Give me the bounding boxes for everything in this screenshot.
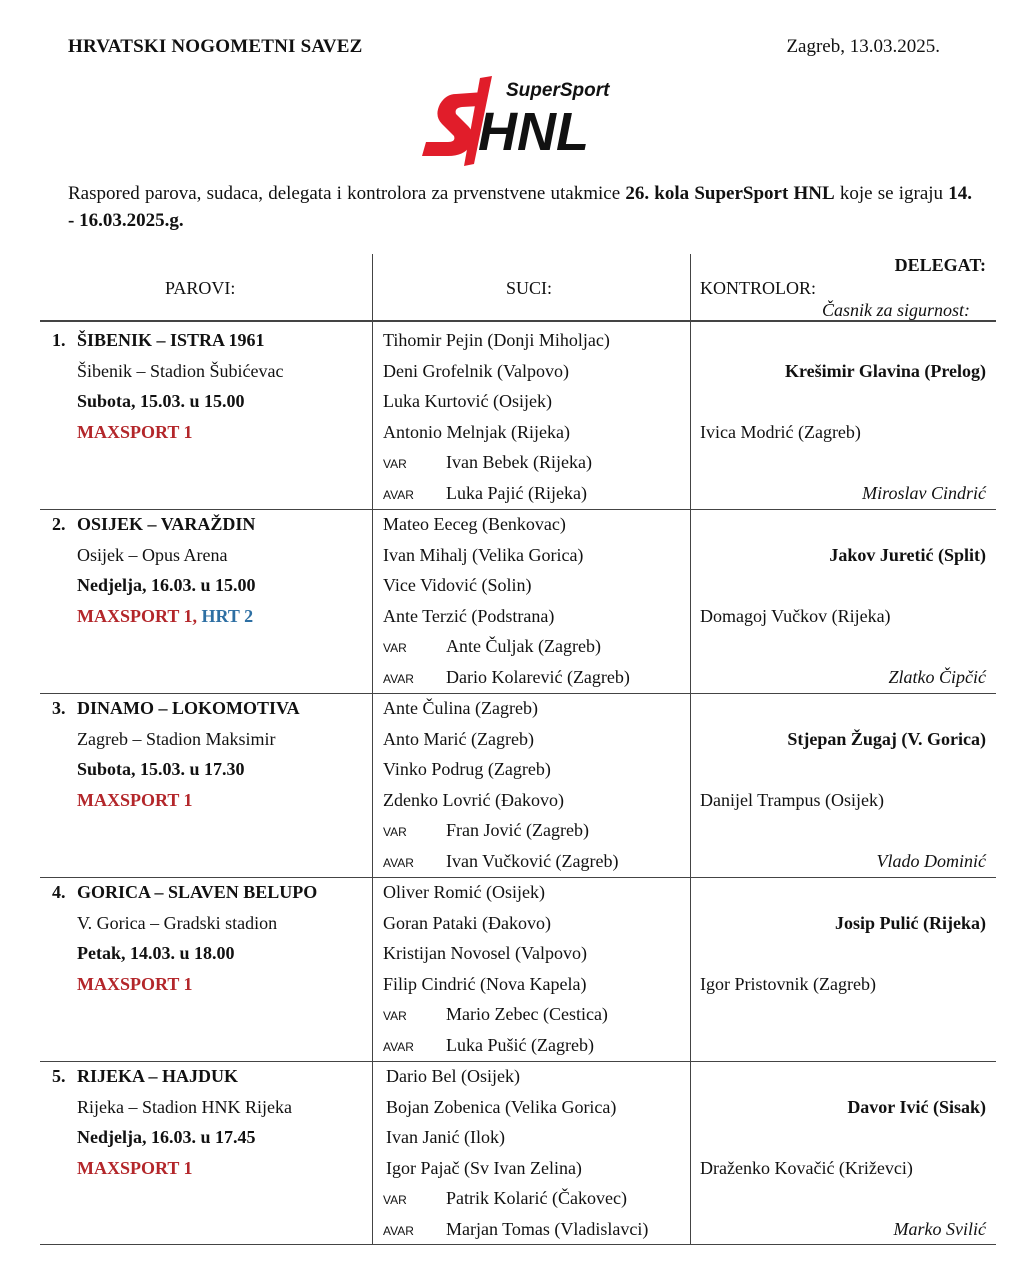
delegate-name: Jakov Juretić (Split) [829,544,986,565]
match-time: Nedjelja, 16.03. u 17.45 [77,1127,256,1148]
match-number: 2. [52,514,66,534]
row-separator [40,509,996,510]
var-tag: VAR [383,641,407,656]
referee-name: Dario Bel (Osijek) [386,1066,520,1086]
match-number: 1. [52,330,66,350]
var-tag: VAR [383,1193,407,1208]
avar-referee: Dario Kolarević (Zagreb) [446,667,630,687]
referee-name: Igor Pajač (Sv Ivan Zelina) [386,1157,582,1178]
var-tag: VAR [383,1009,407,1024]
controller-name: Danijel Trampus (Osijek) [700,789,884,810]
referee-name: Mateo Eeceg (Benkovac) [383,514,566,534]
security-officer: Miroslav Cindrić [862,483,986,503]
match-venue: Šibenik – Stadion Šubićevac [77,360,284,381]
referee-name: Ivan Janić (Ilok) [386,1127,505,1148]
referee-name: Anto Marić (Zagreb) [383,728,534,749]
logo-main-text: HNL [478,102,589,162]
broadcaster-primary: MAXSPORT 1 [77,973,193,994]
column-divider [690,254,691,1244]
match-time: Nedjelja, 16.03. u 15.00 [77,575,256,596]
controller-name: Igor Pristovnik (Zagreb) [700,973,876,994]
match-teams: ŠIBENIK – ISTRA 1961 [77,330,265,350]
controller-name: Draženko Kovačić (Križevci) [700,1157,913,1178]
var-referee: Ante Čuljak (Zagreb) [446,636,601,657]
row-separator [40,1244,996,1245]
column-divider [372,254,373,1244]
referee-name: Vinko Podrug (Zagreb) [383,759,551,780]
security-officer: Zlatko Čipčić [888,667,986,687]
document-date: Zagreb, 13.03.2025. [786,36,940,57]
match-number: 4. [52,882,66,902]
referee-name: Goran Pataki (Đakovo) [383,912,551,933]
avar-tag: AVAR [383,1040,414,1054]
referee-name: Bojan Zobenica (Velika Gorica) [386,1096,617,1117]
delegate-name: Davor Ivić (Sisak) [847,1096,986,1117]
match-teams: RIJEKA – HAJDUK [77,1066,239,1086]
referee-name: Oliver Romić (Osijek) [383,882,545,902]
match-venue: Zagreb – Stadion Maksimir [77,728,276,749]
avar-tag: AVAR [383,856,414,870]
match-broadcast [77,1158,193,1179]
match-teams: GORICA – SLAVEN BELUPO [77,882,318,902]
var-referee: Ivan Bebek (Rijeka) [446,452,592,473]
match-venue: Rijeka – Stadion HNK Rijeka [77,1096,292,1117]
match-number: 3. [52,698,66,718]
row-separator [40,693,996,694]
referee-name: Deni Grofelnik (Valpovo) [383,360,569,381]
match-teams: OSIJEK – VARAŽDIN [77,514,256,534]
referee-name: Ante Čulina (Zagreb) [383,698,538,718]
broadcaster-primary: MAXSPORT 1, [77,605,198,626]
var-tag: VAR [383,457,407,472]
logo-top-text: SuperSport [506,80,610,101]
avar-referee: Ivan Vučković (Zagreb) [446,851,619,871]
delegate-name: Krešimir Glavina (Prelog) [785,360,986,381]
match-broadcast [77,422,193,443]
column-header-security: Časnik za sigurnost: [821,300,970,320]
referee-name: Kristijan Novosel (Valpovo) [383,943,587,964]
match-time: Subota, 15.03. u 17.30 [77,759,245,780]
security-officer: Vlado Dominić [876,851,986,871]
var-referee: Fran Jović (Zagreb) [446,820,589,841]
referee-name: Ivan Mihalj (Velika Gorica) [383,544,584,565]
referee-name: Filip Cindrić (Nova Kapela) [383,973,587,994]
match-number: 5. [52,1066,66,1086]
avar-tag: AVAR [383,1224,414,1238]
match-venue: V. Gorica – Gradski stadion [77,912,278,933]
var-referee: Mario Zebec (Cestica) [446,1004,608,1025]
delegate-name: Stjepan Žugaj (V. Gorica) [787,728,986,749]
column-header-refs: SUCI: [506,278,553,298]
delegate-name: Josip Pulić (Rijeka) [835,912,986,933]
avar-referee: Marjan Tomas (Vladislavci) [446,1219,649,1239]
intro-paragraph: Raspored parova, sudaca, delegata i kontrolora za prvenstvene utakmice 26. kola SuperSport HNL koje se igraju 14. - 16.03.2025.g. [68,183,972,231]
var-referee: Patrik Kolarić (Čakovec) [446,1188,627,1209]
avar-referee: Luka Pušić (Zagreb) [446,1035,594,1055]
column-header-controller: KONTROLOR: [700,278,816,298]
broadcaster-primary: MAXSPORT 1 [77,789,193,810]
var-tag: VAR [383,825,407,840]
referee-name: Ante Terzić (Podstrana) [383,605,555,626]
match-time: Subota, 15.03. u 15.00 [77,391,245,412]
broadcaster-primary: MAXSPORT 1 [77,1157,193,1178]
referee-name: Luka Kurtović (Osijek) [383,391,552,412]
broadcaster-primary: MAXSPORT 1 [77,421,193,442]
referee-name: Antonio Melnjak (Rijeka) [383,421,570,442]
match-broadcast [77,790,193,811]
controller-name: Ivica Modrić (Zagreb) [700,421,861,442]
match-broadcast [77,974,193,995]
security-officer: Marko Svilić [893,1219,986,1239]
match-broadcast [77,606,253,627]
column-header-delegate: DELEGAT: [894,255,986,275]
referee-name: Zdenko Lovrić (Đakovo) [383,789,564,810]
referee-name: Vice Vidović (Solin) [383,575,532,596]
row-separator [40,877,996,878]
supersport-hnl-logo [418,74,628,168]
match-teams: DINAMO – LOKOMOTIVA [77,698,300,718]
column-header-pairs: PAROVI: [165,278,236,298]
match-venue: Osijek – Opus Arena [77,544,228,565]
broadcaster-secondary: HRT 2 [201,605,254,626]
avar-tag: AVAR [383,488,414,502]
row-separator [40,1061,996,1062]
avar-referee: Luka Pajić (Rijeka) [446,483,587,503]
avar-tag: AVAR [383,672,414,686]
controller-name: Domagoj Vučkov (Rijeka) [700,605,891,626]
referee-name: Tihomir Pejin (Donji Miholjac) [383,330,610,350]
match-time: Petak, 14.03. u 18.00 [77,943,235,964]
organization-name: HRVATSKI NOGOMETNI SAVEZ [68,36,363,57]
